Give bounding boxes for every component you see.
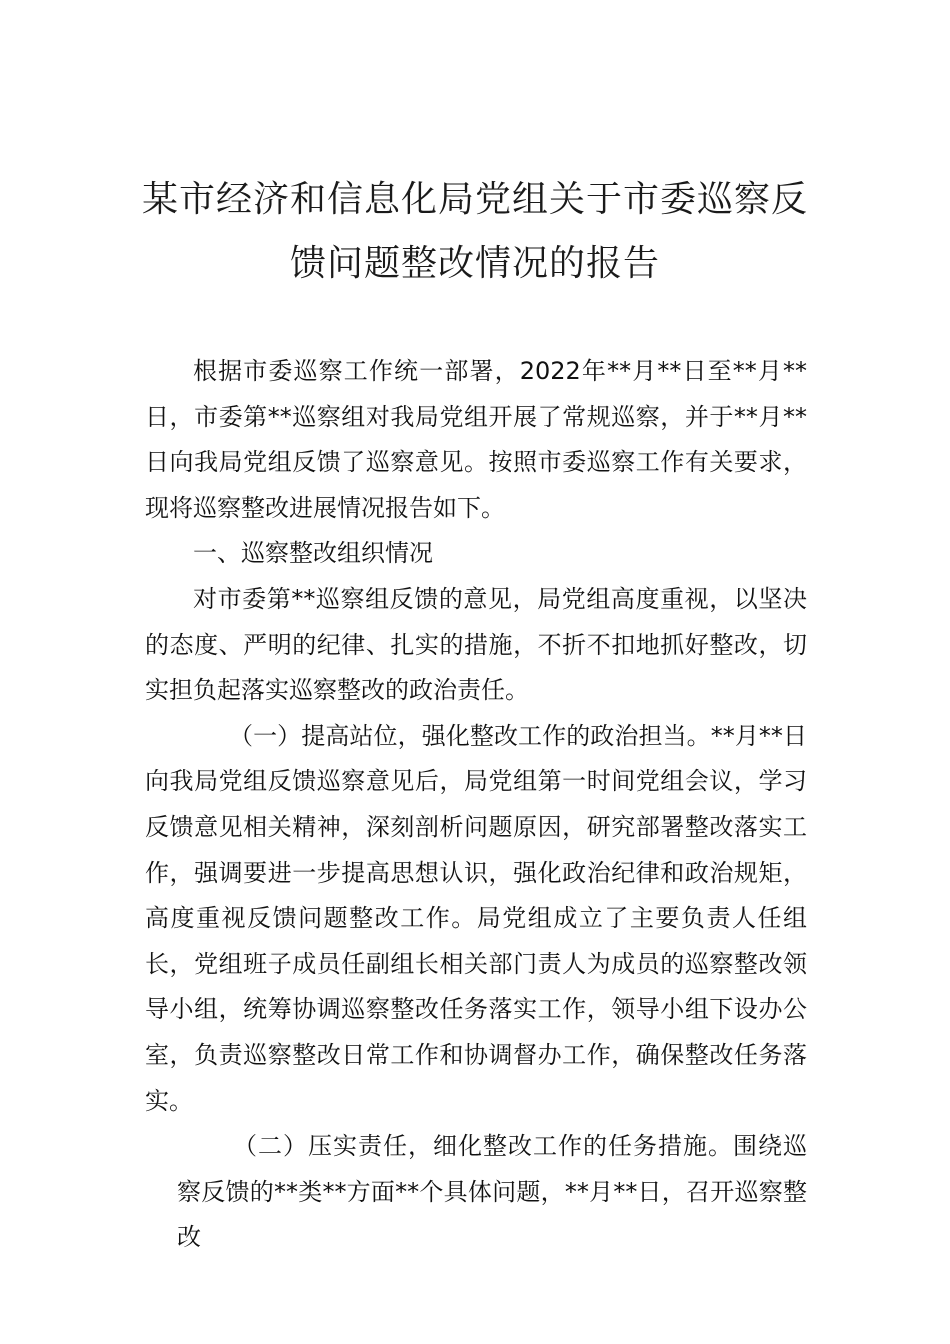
section-heading-1: 一、巡察整改组织情况 (193, 539, 433, 568)
document-title-line-1: 某市经济和信息化局党组关于市委巡察反 (141, 179, 808, 220)
paragraph-subsection-1: （一）提高站位，强化整改工作的政治担当。**月**日向我局党组反馈巡察意见后，局党组第一时间党组会议，学习反馈意见相关精神，深刻剖析问题原因，研究部署整改落实工作，强调要进一步提高思想认识，强化政治纪律和政治规矩，高度重视反馈问题整改工作。局党组成立了主要负责人任组长，党组班子成员任副组长相关部门责人为成员的巡察整改领导小组，统筹协调巡察整改任务落实工作，领导小组下设办公室，负责巡察整改日常工作和协调督办工作，确保整改任务落实。 (145, 721, 807, 1115)
paragraph-section-1: 对市委第**巡察组反馈的意见，局党组高度重视，以坚决的态度、严明的纪律、扎实的措施，不折不扣地抓好整改，切实担负起落实巡察整改的政治责任。 (145, 584, 807, 705)
paragraph-intro: 根据市委巡察工作统一部署，2022年**月**日至**月**日，市委第**巡察组对我局党组开展了常规巡察，并于**月**日向我局党组反馈了巡察意见。按照市委巡察工作有关要求，现将巡察整改进展情况报告如下。 (145, 357, 807, 522)
paragraph-subsection-2: （二）压实责任，细化整改工作的任务措施。围绕巡察反馈的**类**方面**个具体问题，**月**日，召开巡察整改 (177, 1132, 807, 1252)
document-title-line-2: 馈问题整改情况的报告 (289, 243, 660, 284)
document-body (145, 349, 807, 1261)
